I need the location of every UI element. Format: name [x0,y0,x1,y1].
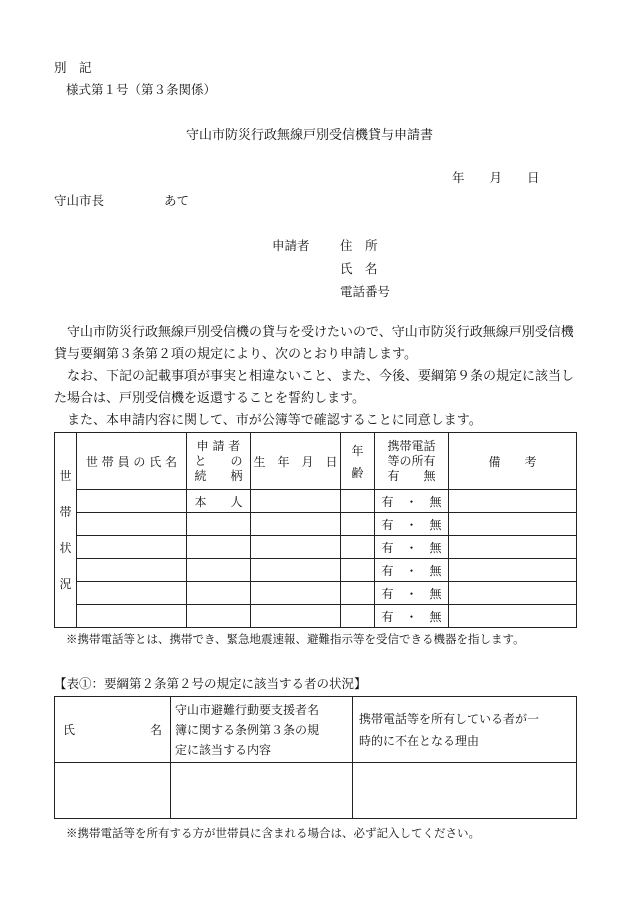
birthdate-cell[interactable] [251,559,341,582]
relation-cell[interactable] [187,605,251,628]
date-line: 年 月 日 [452,170,540,185]
birthdate-cell[interactable] [251,536,341,559]
remarks-cell[interactable] [449,490,577,513]
header-remarks: 備 考 [449,433,577,490]
birthdate-cell[interactable] [251,513,341,536]
paragraph-pledge: なお、下記の記載事項が事実と相違ないこと、また、今後、要綱第９条の規定に該当した場合は、戸別受信機を返還することを誓約します。 [54,369,575,406]
header-age: 年 齢 [341,433,375,490]
relation-cell[interactable] [187,536,251,559]
applicant-address-label: 住 所 [340,238,378,253]
phone-ownership-cell[interactable]: 有 ・ 無 [375,582,449,605]
table-row [55,490,577,513]
form-number: 様式第１号（第３条関係） [66,82,217,97]
member-name-cell[interactable] [77,513,187,536]
table-row [55,536,577,559]
age-cell[interactable] [341,490,375,513]
table1-title: 【表①：要綱第２条第２号の規定に該当する者の状況】 [54,676,367,691]
bekki-label: 別 記 [54,60,92,75]
remarks-cell[interactable] [449,513,577,536]
member-name-cell[interactable] [77,536,187,559]
table1-ordinance-cell[interactable] [171,763,353,819]
relation-cell[interactable] [187,582,251,605]
table1-header-name-first: 氏 [63,723,76,737]
table-row [55,559,577,582]
table1-header-name [55,697,171,763]
age-cell[interactable] [341,605,375,628]
age-cell[interactable] [341,582,375,605]
table1-header-name-last: 名 [149,723,162,737]
table1-note: ※携帯電話等を所有する方が世帯員に含まれる場合は、必ず記入してください。 [66,826,480,840]
table-row [55,763,577,819]
relation-cell[interactable] [187,559,251,582]
header-relation: 申 請 者 と の 続 柄 [187,433,251,490]
header-member-name: 世 帯 員 の 氏 名 [77,433,187,490]
table-row [55,582,577,605]
paragraph-request: 守山市防災行政無線戸別受信機の貸与を受けたいので、守山市防災行政無線戸別受信機貸与要綱第３条第２項の規定により、次のとおり申請します。 [54,325,574,362]
household-header-row [55,433,577,490]
birthdate-cell[interactable] [251,490,341,513]
header-phone-ownership: 携帯電話 等の所有 有 無 [375,433,449,490]
applicant-phone-label: 電話番号 [340,284,391,299]
phone-ownership-cell[interactable]: 有 ・ 無 [375,490,449,513]
remarks-cell[interactable] [449,536,577,559]
relation-cell[interactable]: 本 人 [187,490,251,513]
addressee-ate: あて [164,193,190,208]
age-cell[interactable] [341,513,375,536]
table1 [54,696,577,819]
table1-header-absence-reason: 携帯電話等を所有している者が一 時的に不在となる理由 [353,697,577,763]
birthdate-cell[interactable] [251,582,341,605]
table1-header-row [55,697,577,763]
household-note: ※携帯電話等とは、携帯でき、緊急地震速報、避難指示等を受信できる機器を指します。 [66,632,525,646]
header-birthdate: 生 年 月 日 [251,433,341,490]
table-row [55,513,577,536]
remarks-cell[interactable] [449,582,577,605]
relation-cell[interactable] [187,513,251,536]
household-side-label: 世 帯 状 況 [55,433,77,628]
member-name-cell[interactable] [77,605,187,628]
member-name-cell[interactable] [77,490,187,513]
table1-reason-cell[interactable] [353,763,577,819]
phone-ownership-cell[interactable]: 有 ・ 無 [375,559,449,582]
applicant-name-label: 氏 名 [340,261,378,276]
age-cell[interactable] [341,559,375,582]
paragraph-consent: また、本申請内容に関して、市が公簿等で確認することに同意します。 [67,413,482,428]
remarks-cell[interactable] [449,605,577,628]
page-title: 守山市防災行政無線戸別受信機貸与申請書 [186,128,434,143]
age-cell[interactable] [341,536,375,559]
birthdate-cell[interactable] [251,605,341,628]
applicant-label: 申請者 [272,238,310,253]
remarks-cell[interactable] [449,559,577,582]
phone-ownership-cell[interactable]: 有 ・ 無 [375,536,449,559]
table1-header-ordinance: 守山市避難行動要支援者名 簿に関する条例第３条の規 定に該当する内容 [171,697,353,763]
phone-ownership-cell[interactable]: 有 ・ 無 [375,605,449,628]
phone-ownership-cell[interactable]: 有 ・ 無 [375,513,449,536]
member-name-cell[interactable] [77,559,187,582]
body-text [54,322,586,432]
table-row [55,605,577,628]
addressee: 守山市長 [54,193,105,208]
member-name-cell[interactable] [77,582,187,605]
household-table [54,432,577,628]
table1-name-cell[interactable] [55,763,171,819]
